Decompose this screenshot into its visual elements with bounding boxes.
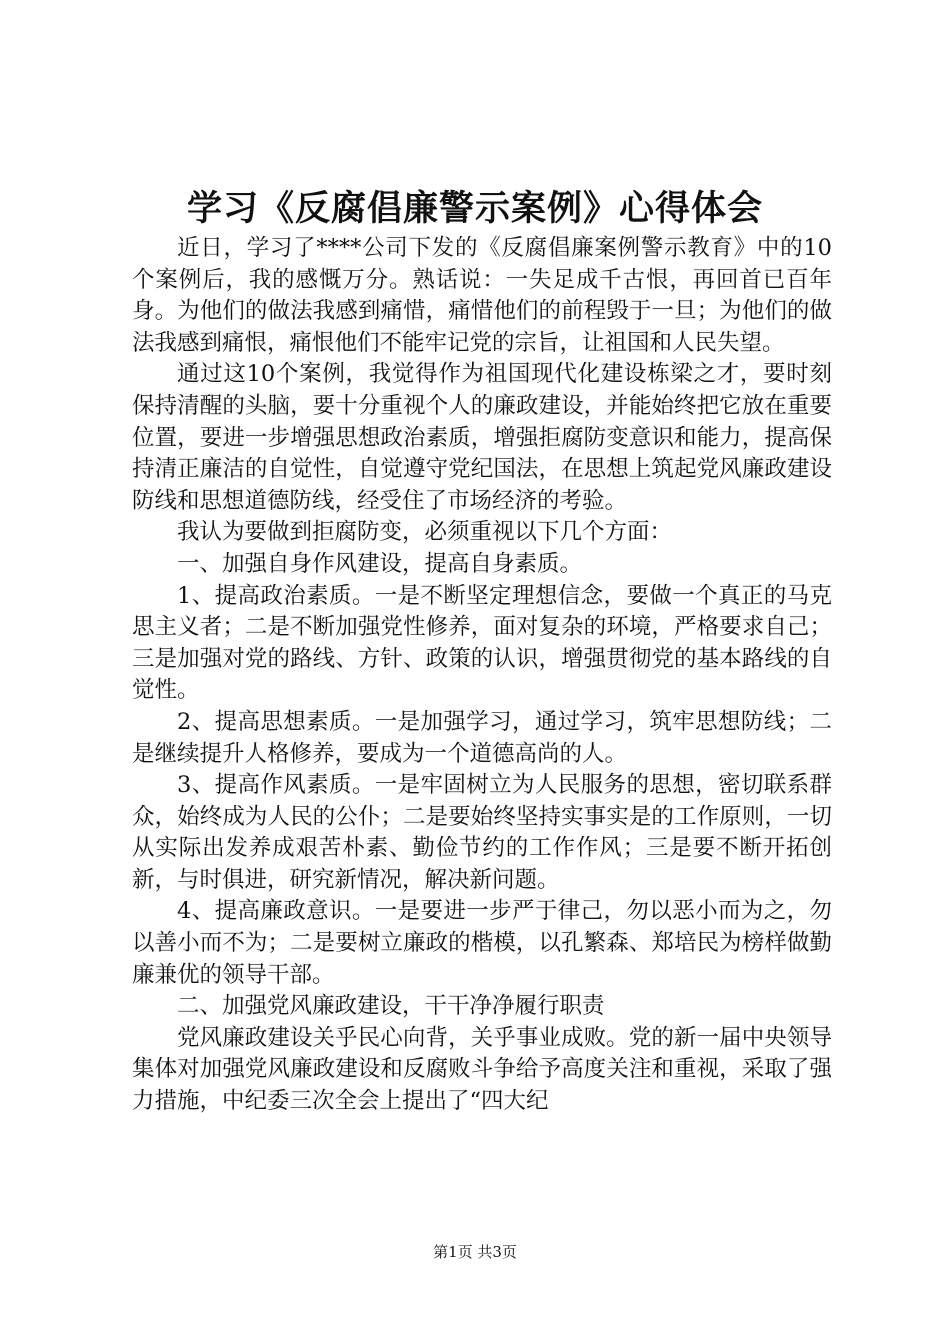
- document-body: [132, 233, 832, 1118]
- section-heading: 一、加强自身作风建设，提高自身素质。: [177, 550, 583, 577]
- paragraph: 通过这10个案例，我觉得作为祖国现代化建设栋梁之才，要时刻保持清醒的头脑，要十分重视个人的廉政建设，并能始终把它放在重要位置，要进一步增强思想政治素质，增强拒腐防变意识和能力，提高保持清正廉洁的自觉性，自觉遵守党纪国法，在思想上筑起党风廉政建设防线和思想道德防线，经受住了市场经济的考验。: [132, 361, 832, 514]
- section-heading: 二、加强党风廉政建设，干干净净履行职责: [177, 993, 605, 1020]
- paragraph: 2、提高思想素质。一是加强学习，通过学习，筑牢思想防线；二是继续提升人格修养，要成为一个道德高尚的人。: [132, 708, 832, 767]
- paragraph: 我认为要做到拒腐防变，必须重视以下几个方面：: [177, 519, 673, 546]
- paragraph: 党风廉政建设关乎民心向背，关乎事业成败。党的新一届中央领导集体对加强党风廉政建设和反腐败斗争给予高度关注和重视，采取了强力措施，中纪委三次全会上提出了“四大纪: [132, 1024, 832, 1115]
- paragraph: 近日，学习了****公司下发的《反腐倡廉案例警示教育》中的10个案例后，我的感慨万分。熟话说：一失足成千古恨，再回首已百年身。为他们的做法我感到痛惜，痛惜他们的前程毁于一旦；为他们的做法我感到痛恨，痛恨他们不能牢记党的宗旨，让祖国和人民失望。: [132, 235, 832, 356]
- paragraph: 3、提高作风素质。一是牢固树立为人民服务的思想，密切联系群众，始终成为人民的公仆；二是要始终坚持实事实是的工作原则，一切从实际出发养成艰苦朴素、勤俭节约的工作作风；三是要不断开拓创新，与时俱进，研究新情况，解决新问题。: [132, 772, 832, 893]
- paragraph: 4、提高廉政意识。一是要进一步严于律己，勿以恶小而为之，勿以善小而不为；二是要树立廉政的楷模，以孔繁森、郑培民为榜样做勤廉兼优的领导干部。: [132, 898, 832, 988]
- page-footer: 第1页 共3页: [433, 1243, 517, 1261]
- document-title: 学习《反腐倡廉警示案例》心得体会: [186, 188, 763, 229]
- paragraph: 1、提高政治素质。一是不断坚定理想信念，要做一个真正的马克思主义者；二是不断加强党性修养，面对复杂的环境，严格要求自己；三是加强对党的路线、方针、政策的认识，增强贯彻党的基本路线的自觉性。: [132, 582, 832, 704]
